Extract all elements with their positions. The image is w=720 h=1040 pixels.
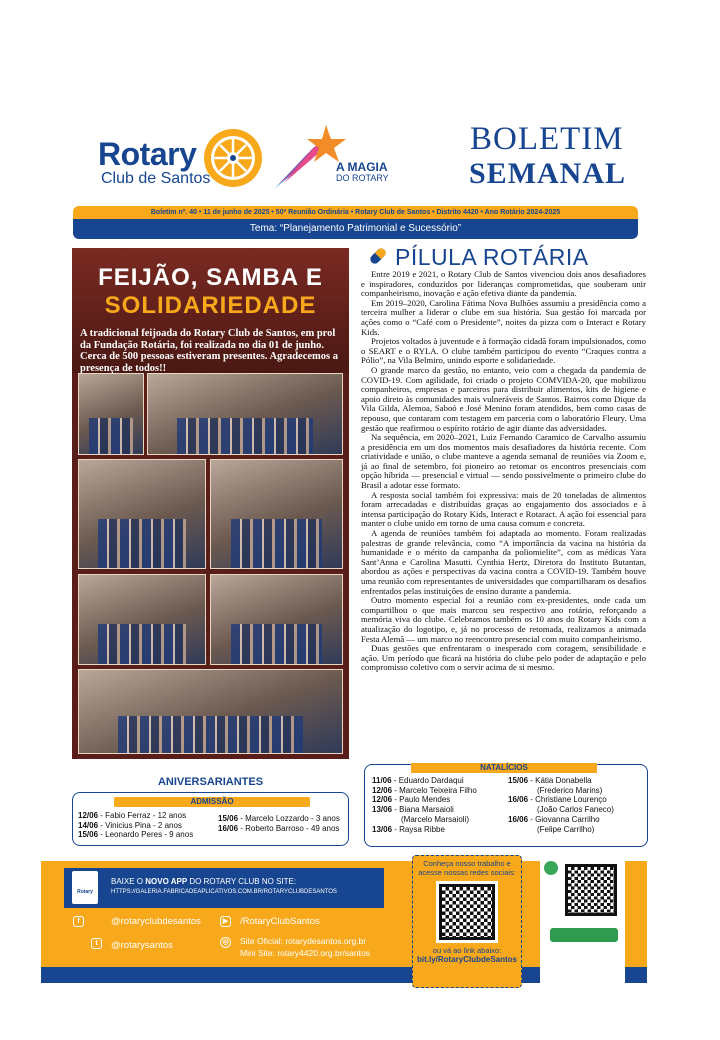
item-date: 15/06 (218, 814, 239, 823)
article-paragraph: Na sequência, em 2020–2021, Luiz Fernando Caramico de Carvalho assumiu a presidência em um dos momentos mais desafiadores da história recente. Com criatividade e união, o clube manteve a agenda semanal de reuniões via Zoom e, já ao final de setembro, foi pioneiro ao retomar os encontros presenciais com opção híbrida — presencial e virtual — sendo possivelmente o primeiro clube do Brasil a adotar esse formato. (361, 432, 646, 491)
qr-code[interactable] (436, 881, 498, 943)
twitter-handle[interactable]: @rotarysantos (111, 940, 173, 951)
article-paragraph: O grande marco da gestão, no entanto, veio com a chegada da pandemia de COVID-19. Com agilidade, foi criado o projeto COMVIDA-20, que mobilizou companheiros, empresas e parceiros para distribuir alimentos, kits de higiene e apoio direto às comunidades mais vulneráveis de Santos. Bairros como Dique da Vila Gilda, Alemoa, Saboó e José Menino foram atendidos, bem como casas de repouso, que contaram com testagem em parceria com o laboratório Fleury. Uma gestão que reafirmou o espírito rotário de agir diante das adversidades. (361, 364, 646, 433)
article-paragraph: A resposta social também foi expressiva: mais de 20 toneladas de alimentos foram arrecadadas e distribuídas graças ao engajamento dos associados e à intensa participação do Rotary Kids, Interact e Rotaract. A ação foi essencial para manter o clube unido em torno de uma causa comum e concreta. (361, 489, 646, 529)
list-item (78, 830, 193, 840)
mini-site[interactable]: Mini Site: rotary4420.org.br/santos (240, 948, 370, 958)
facebook-handle[interactable]: @rotaryclubdesantos (111, 916, 201, 927)
item-text: - Roberto Barroso - 49 anos (238, 823, 340, 833)
list-item (372, 825, 477, 835)
list-item (508, 776, 614, 786)
article-paragraph: Em 2019–2020, Carolina Fátima Nova Bulhões assumiu a presidência como a terceira mulher a liderar o clube em sua história. Sua gestão foi marcada por ações como o “Café com o Presidente”, noites da pizza com o Interact e Rotary Kids. (361, 297, 646, 337)
item-date: 15/06 (508, 776, 529, 785)
item-text: - Vinicius Pina - 2 anos (98, 820, 182, 830)
event-photo (78, 373, 144, 455)
article-body (361, 270, 646, 673)
feature-title-line1: FEIJÃO, SAMBA E (98, 264, 323, 291)
item-text: - Giovanna Carrilho (528, 814, 600, 824)
twitter-icon[interactable]: t (91, 938, 102, 949)
pill-icon (367, 245, 389, 267)
item-date: 11/06 (372, 776, 392, 785)
article-paragraph: A agenda de reuniões também foi adaptada ao momento. Foram realizadas palestras de grande relevância, como “A importância da vacina na história da humanidade e o mérito da campanha da poliomielite”, com as médicas Yara Sant’Anna e Carolina Masutti. Cynthia Hertz, Diretora do Instituto Butantan, abordou as ações e perspectivas da vacina contra a COVID-19. Também houve uma reunião com representantes de universidades que compartilharam os desafios enfrentados pelas instituições de ensino durante a pandemia. (361, 528, 646, 596)
theme-bar: Tema: “Planejamento Patrimonial e Sucessório” (73, 219, 638, 239)
feature-title-line2: SOLIDARIEDADE (104, 292, 317, 319)
item-relation: (Marcelo Marsaioli) (401, 814, 470, 824)
item-date: 16/06 (218, 823, 239, 833)
donation-qr-panel (540, 855, 625, 986)
app-banner[interactable] (64, 868, 384, 908)
list-item (372, 786, 477, 796)
article-title: PÍLULA ROTÁRIA (395, 244, 589, 270)
list-item (372, 776, 477, 786)
event-photo (78, 459, 206, 569)
list-item (78, 811, 193, 821)
item-date: 12/06 (78, 811, 99, 820)
magia-title: A MAGIA DO ROTARY (336, 160, 389, 183)
globe-icon: ◎ (220, 937, 231, 948)
club-name: Club de Santos (101, 170, 211, 187)
qr-panel (412, 855, 522, 988)
anniversaries-col-1 (78, 811, 193, 840)
item-date: 14/06 (78, 820, 99, 830)
item-relation: (Felipe Carrilho) (537, 824, 595, 834)
item-date: 12/06 (372, 785, 393, 795)
short-link[interactable]: bit.ly/RotaryClubdeSantos (416, 955, 517, 964)
list-item (218, 814, 340, 824)
item-text: - Kátia Donabella (528, 776, 592, 785)
feijoada-feature (72, 248, 349, 759)
birthdays-col-2 (508, 776, 614, 834)
item-date: 13/06 (372, 805, 393, 815)
article-paragraph: Projetos voltados à juventude e à formação cidadã foram impulsionados, como o SEART e o RYLA. O clube também participou do evento “Craques contra a Pólio”, na Vila Belmiro, unindo esporte e solidariedade. (361, 336, 646, 366)
article-paragraph: Duas gestões que enfrentaram o inesperado com coragem, sensibilidade e ação. Um período que ficará na história do clube pelo poder de adaptação e pelo compromisso coletivo com o servir acima de si mesmo. (361, 643, 646, 673)
article-paragraph: Entre 2019 e 2021, o Rotary Club de Santos vivenciou dois anos desafiadores e inspiradores, conduzidos por lideranças comprometidas, que souberam unir companheirismo, inovação e ação efetiva diante da pandemia. (361, 269, 646, 299)
whatsapp-banner[interactable] (550, 928, 618, 942)
event-photo (210, 459, 343, 569)
rotary-wheel-icon (202, 127, 264, 189)
event-photo (78, 669, 343, 754)
official-site[interactable]: Site Oficial: rotarydesantos.org.br (240, 936, 367, 946)
item-text: - Christiane Lourenço (528, 795, 607, 805)
app-url[interactable]: HTTPS://GALERIA.FABRICADEAPLICATIVOS.COM.BR/ROTARYCLUBDESANTOS (111, 889, 337, 895)
bulletin-subtitle: SEMANAL (469, 157, 627, 190)
birthdays-title: NATALÍCIOS (411, 763, 597, 773)
item-date: 13/06 (372, 824, 393, 834)
item-text: - Marcelo Lozzardo - 3 anos (238, 814, 340, 823)
list-item (372, 795, 477, 805)
list-item (508, 795, 614, 805)
rotary-wordmark: Rotary (98, 136, 197, 172)
item-relation: (Frederico Marins) (537, 785, 603, 795)
qr-invite-text: Conheça nosso trabalho e acesse nossas redes sociais: (418, 859, 516, 877)
facebook-icon[interactable]: f (73, 916, 84, 927)
item-text: - Eduardo Dardaqui (391, 776, 464, 785)
event-photo (147, 373, 343, 455)
youtube-icon[interactable]: ▶ (220, 916, 231, 927)
list-item (218, 824, 340, 834)
anniversaries-title: ANIVERSARIANTES (157, 776, 264, 788)
admission-label: ADMISSÃO (114, 797, 310, 807)
item-text: - Raysa Ribbe (392, 824, 445, 834)
item-date: 16/06 (508, 795, 529, 805)
feature-description: A tradicional feijoada do Rotary Club de Santos, em prol da Fundação Rotária, foi realizada no dia 01 de junho. Cerca de 500 pessoas estiveram presentes. Agradecemos a presença de todos!! (80, 328, 338, 374)
item-text: - Paulo Mendes (392, 795, 451, 805)
item-date: 15/06 (78, 830, 99, 839)
item-text: - Leonardo Peres - 9 anos (98, 830, 194, 839)
qr-or-text: ou vá ao link abaixo: (432, 946, 502, 955)
item-text: - Biana Marsaioli (392, 805, 454, 815)
rotary-logo: Rotary (72, 871, 98, 904)
item-date: 16/06 (508, 814, 529, 824)
bulletin-title: BOLETIM (470, 121, 624, 157)
item-relation: (João Carlos Faneco) (537, 805, 614, 815)
article-paragraph: Outro momento especial foi a reunião com ex-presidentes, onde cada um compartilhou o que mais marcou seu respectivo ano rotário, reforçando a memória viva do clube. Celebramos também os 10 anos do Rotary Kids com a atualização do logotipo, e, já no processo de retomada, realizamos a animada Festa Alemã — um marco no reencontro presencial com muito companheirismo. (361, 595, 646, 644)
event-photo (78, 574, 206, 665)
ces-logo-icon (544, 861, 558, 875)
app-promo-text: BAIXE O NOVO APP DO ROTARY CLUB NO SITE: (111, 877, 297, 886)
anniversaries-col-2 (218, 814, 340, 833)
birthdays-col-1 (372, 776, 477, 834)
list-item (508, 815, 614, 825)
event-photo (210, 574, 343, 665)
list-item (372, 805, 477, 815)
list-item (78, 821, 193, 831)
item-date: 12/06 (372, 795, 393, 805)
item-text: - Fabio Ferraz - 12 anos (98, 811, 187, 820)
item-text: - Marcelo Teixeira Filho (392, 785, 477, 795)
info-bar: Boletim nº. 40 • 11 de junho de 2025 • 50ª Reunião Ordinária • Rotary Club de Santos • Distrito 4420 • Ano Rotário 2024-2025 (73, 206, 638, 219)
donation-qr-code[interactable] (562, 861, 620, 919)
youtube-handle[interactable]: /RotaryClubSantos (240, 916, 320, 927)
